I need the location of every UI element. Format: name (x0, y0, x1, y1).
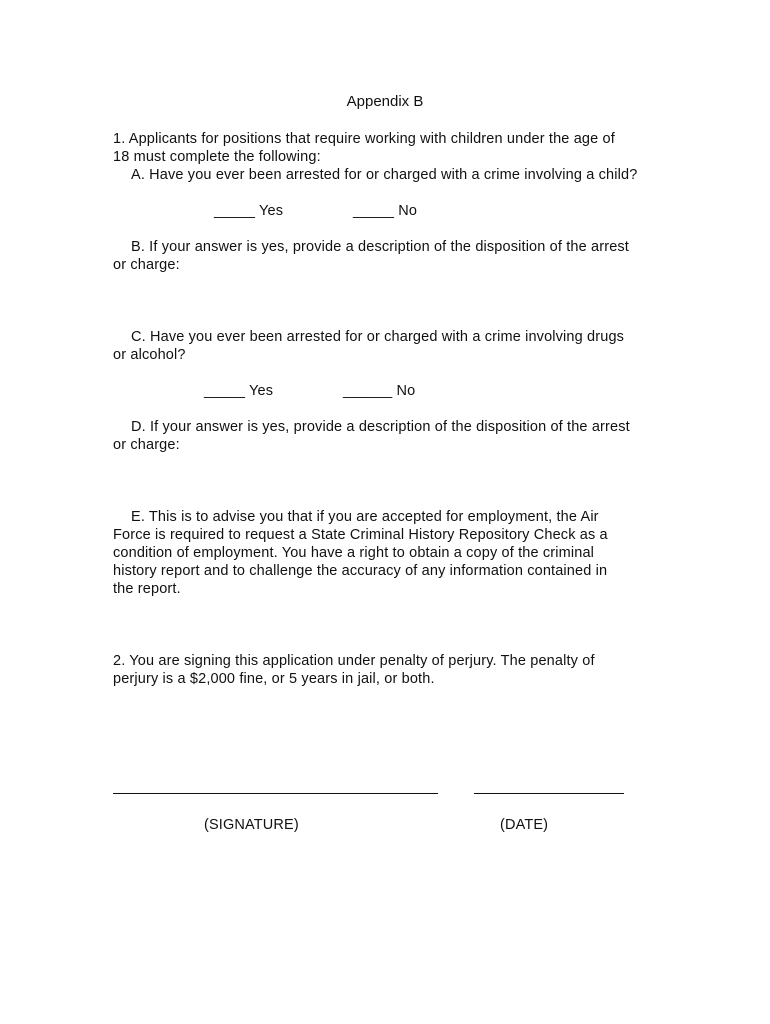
signature-line[interactable] (113, 793, 438, 794)
question-1b-line-2: or charge: (113, 257, 180, 273)
date-label: (DATE) (500, 817, 549, 833)
question-1-intro-line-2: 18 must complete the following: (113, 149, 321, 165)
question-2-line-2: perjury is a $2,000 fine, or 5 years in jail, or both. (113, 671, 435, 687)
question-1e-line-3: condition of employment. You have a right to obtain a copy of the criminal (113, 545, 595, 561)
page-title: Appendix B (346, 93, 424, 110)
question-1d-line-2: or charge: (113, 437, 180, 453)
question-1e-line-4: history report and to challenge the accuracy of any information contained in (113, 563, 608, 579)
question-1d-line-1: D. If your answer is yes, provide a description of the disposition of the arrest (131, 419, 630, 435)
date-line[interactable] (474, 793, 624, 794)
question-2-line-1: 2. You are signing this application under penalty of perjury. The penalty of (113, 653, 595, 669)
question-1e-line-1: E. This is to advise you that if you are accepted for employment, the Air (131, 509, 599, 525)
question-1c-yes-option[interactable]: _____ Yes (204, 383, 274, 399)
question-1b-line-1: B. If your answer is yes, provide a description of the disposition of the arrest (131, 239, 629, 255)
question-1c-line-1: C. Have you ever been arrested for or charged with a crime involving drugs (131, 329, 625, 345)
question-1a-yes-option[interactable]: _____ Yes (214, 203, 284, 219)
question-1e-line-2: Force is required to request a State Criminal History Repository Check as a (113, 527, 608, 543)
signature-label: (SIGNATURE) (204, 817, 299, 833)
question-1c-no-option[interactable]: ______ No (343, 383, 416, 399)
question-1a-no-option[interactable]: _____ No (353, 203, 418, 219)
question-1c-line-2: or alcohol? (113, 347, 186, 363)
question-1a-text: A. Have you ever been arrested for or charged with a crime involving a child? (131, 167, 638, 183)
question-1-intro-line-1: 1. Applicants for positions that require working with children under the age of (113, 131, 615, 147)
question-1e-line-5: the report. (113, 581, 181, 597)
